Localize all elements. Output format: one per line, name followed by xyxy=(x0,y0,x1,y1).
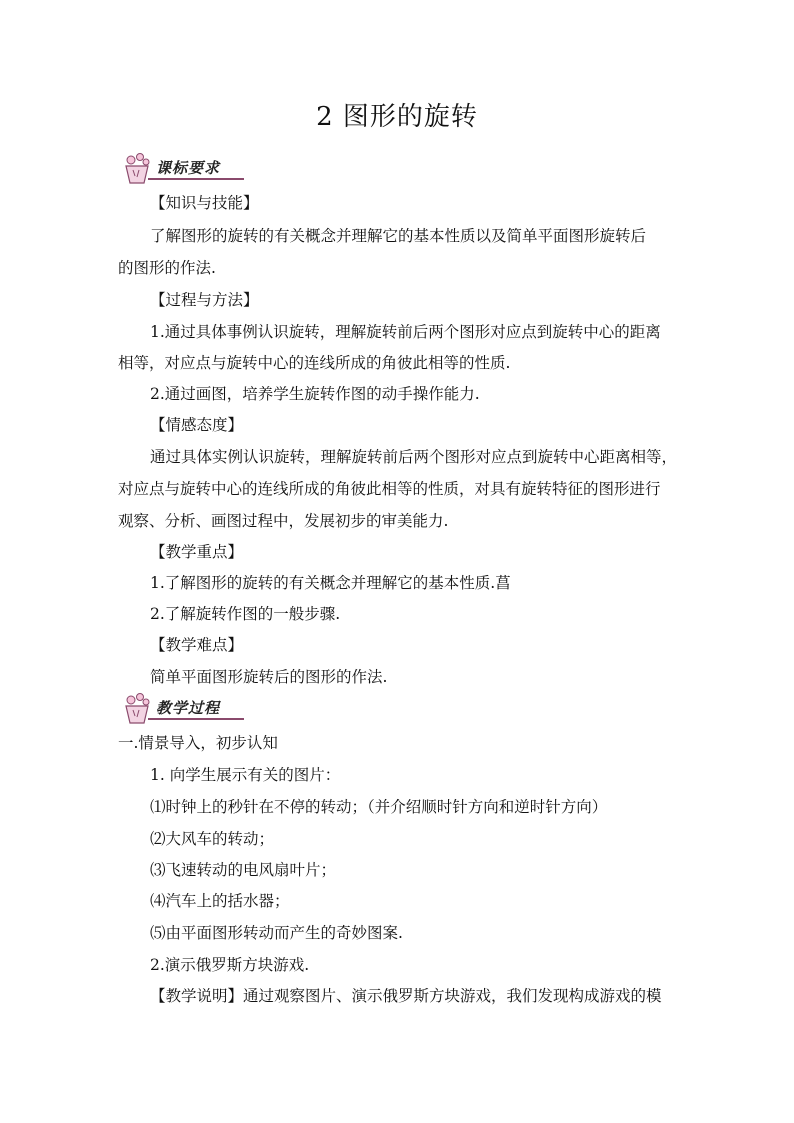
emotion-label: 【情感态度】 xyxy=(150,416,244,434)
list-item: ⑸由平面图形转动而产生的奇妙图案. xyxy=(150,924,403,942)
focus-item-1: 1.了解图形的旋转的有关概念并理解它的基本性质.菖 xyxy=(150,574,511,592)
focus-item-2: 2.了解旋转作图的一般步骤. xyxy=(150,605,341,623)
teaching-note xyxy=(150,986,662,1006)
knowledge-text-1: 了解图形的旋转的有关概念并理解它的基本性质以及简单平面图形旋转后 xyxy=(150,227,647,245)
teaching-note-label: 【教学说明】 xyxy=(150,987,244,1005)
list-item: ⑶飞速转动的电风扇叶片； xyxy=(150,861,337,879)
focus-label: 【教学重点】 xyxy=(150,543,244,561)
difficulty-text: 简单平面图形旋转后的图形的作法. xyxy=(150,668,388,686)
list-item: 2.演示俄罗斯方块游戏. xyxy=(150,956,310,974)
list-item: ⑷汽车上的括水器； xyxy=(150,892,290,910)
flower-pot-icon xyxy=(118,692,158,726)
process-item-1-line2: 相等，对应点与旋转中心的连线所成的角彼此相等的性质. xyxy=(118,354,511,372)
process-label: 【过程与方法】 xyxy=(150,291,259,309)
section-heading-standards xyxy=(118,152,248,186)
flower-pot-icon xyxy=(118,152,158,186)
emotion-text-1: 通过具体实例认识旋转，理解旋转前后两个图形对应点到旋转中心距离相等， xyxy=(150,448,678,466)
section-heading-process xyxy=(118,692,248,726)
list-item: ⑴时钟上的秒针在不停的转动；（并介绍顺时针方向和逆时针方向） xyxy=(150,798,608,816)
difficulty-label: 【教学难点】 xyxy=(150,636,244,654)
emotion-text-3: 观察、分析、画图过程中，发展初步的审美能力. xyxy=(118,512,449,530)
process-item-1-line1: 1.通过具体事例认识旋转，理解旋转前后两个图形对应点到旋转中心的距离 xyxy=(150,323,661,341)
process-item-2: 2.通过画图，培养学生旋转作图的动手操作能力. xyxy=(150,385,480,403)
section-rule xyxy=(148,178,244,180)
teaching-note-text: 通过观察图片、演示俄罗斯方块游戏，我们发现构成游戏的模 xyxy=(243,987,662,1005)
knowledge-text-2: 的图形的作法. xyxy=(118,259,216,277)
section-heading-label: 教学过程 xyxy=(156,699,221,717)
section-rule xyxy=(148,718,244,720)
section-heading-label: 课标要求 xyxy=(156,159,221,177)
emotion-text-2: 对应点与旋转中心的连线所成的角彼此相等的性质，对具有旋转特征的图形进行 xyxy=(118,480,661,498)
list-item-intro: 1. 向学生展示有关的图片： xyxy=(150,766,341,784)
list-item: ⑵大风车的转动； xyxy=(150,830,275,848)
step-title: 一.情景导入，初步认知 xyxy=(118,734,278,752)
page-title: 2 图形的旋转 xyxy=(316,102,478,132)
knowledge-label: 【知识与技能】 xyxy=(150,194,259,212)
